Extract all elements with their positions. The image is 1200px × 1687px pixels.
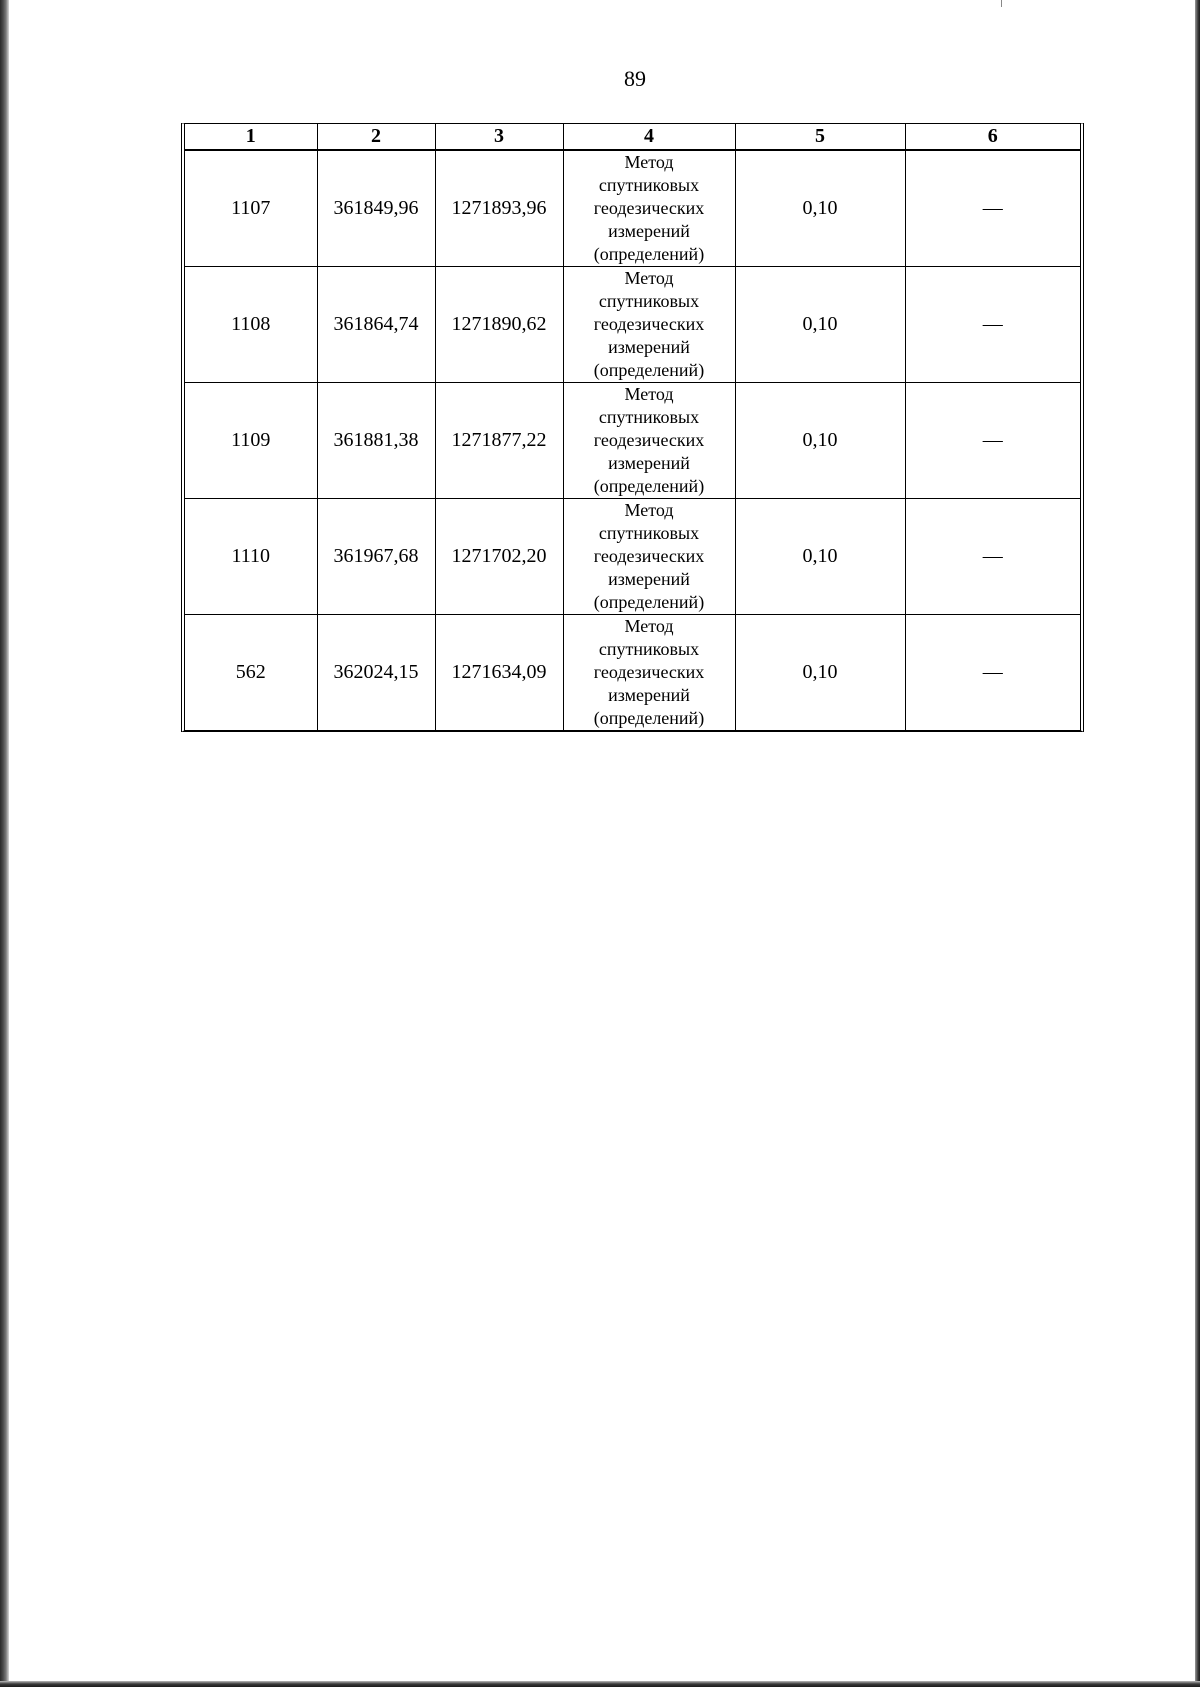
x-coordinate-cell: 361967,68 xyxy=(317,499,435,615)
method-line: измерений xyxy=(608,337,690,357)
table-row xyxy=(185,150,1080,267)
method-cell xyxy=(563,383,735,499)
method-line: измерений xyxy=(608,453,690,473)
method-line: Метод xyxy=(624,268,674,288)
method-line: Метод xyxy=(624,384,674,404)
accuracy-cell: 0,10 xyxy=(735,615,905,731)
method-line: спутниковых xyxy=(598,407,700,427)
method-line: спутниковых xyxy=(598,639,700,659)
x-coordinate-cell: 361849,96 xyxy=(317,150,435,267)
method-line: геодезических xyxy=(593,662,705,682)
x-coordinate-cell: 361881,38 xyxy=(317,383,435,499)
point-number-cell: 1108 xyxy=(185,267,317,383)
column-header-3: 3 xyxy=(435,124,563,150)
accuracy-cell: 0,10 xyxy=(735,267,905,383)
method-line: геодезических xyxy=(593,314,705,334)
method-line: геодезических xyxy=(593,430,705,450)
method-cell xyxy=(563,267,735,383)
scan-edge-left xyxy=(0,0,9,1687)
table-header-row xyxy=(185,124,1080,150)
dash-value: — xyxy=(982,545,1003,567)
table-row xyxy=(185,383,1080,499)
accuracy-cell: 0,10 xyxy=(735,499,905,615)
coordinates-table-frame xyxy=(181,123,1084,732)
point-number-cell: 1107 xyxy=(185,150,317,267)
method-line: измерений xyxy=(608,685,690,705)
note-cell xyxy=(905,615,1080,731)
point-number-cell: 1110 xyxy=(185,499,317,615)
method-line: геодезических xyxy=(593,198,705,218)
method-cell xyxy=(563,615,735,731)
dash-value: — xyxy=(982,197,1003,219)
method-line: измерений xyxy=(608,221,690,241)
y-coordinate-cell: 1271893,96 xyxy=(435,150,563,267)
column-header-6: 6 xyxy=(905,124,1080,150)
note-cell xyxy=(905,499,1080,615)
note-cell xyxy=(905,150,1080,267)
point-number-cell: 1109 xyxy=(185,383,317,499)
method-line: геодезических xyxy=(593,546,705,566)
scan-edge-right xyxy=(1195,0,1200,1687)
method-cell xyxy=(563,499,735,615)
method-line: спутниковых xyxy=(598,291,700,311)
method-line: Метод xyxy=(624,616,674,636)
method-line: (определений) xyxy=(593,244,705,264)
dash-value: — xyxy=(982,429,1003,451)
table-row xyxy=(185,499,1080,615)
x-coordinate-cell: 362024,15 xyxy=(317,615,435,731)
accuracy-cell: 0,10 xyxy=(735,383,905,499)
method-line: спутниковых xyxy=(598,175,700,195)
method-line: измерений xyxy=(608,569,690,589)
method-line: Метод xyxy=(624,500,674,520)
column-header-1: 1 xyxy=(185,124,317,150)
method-line: (определений) xyxy=(593,360,705,380)
page-number: 89 xyxy=(624,66,646,91)
method-line: (определений) xyxy=(593,708,705,728)
accuracy-cell: 0,10 xyxy=(735,150,905,267)
table-row xyxy=(185,615,1080,731)
column-header-4: 4 xyxy=(563,124,735,150)
dash-value: — xyxy=(982,661,1003,683)
method-line: (определений) xyxy=(593,476,705,496)
coordinates-table xyxy=(185,124,1080,730)
y-coordinate-cell: 1271634,09 xyxy=(435,615,563,731)
dash-value: — xyxy=(982,313,1003,335)
scan-edge-bottom xyxy=(0,1681,1200,1687)
method-line: спутниковых xyxy=(598,523,700,543)
column-header-5: 5 xyxy=(735,124,905,150)
method-line: (определений) xyxy=(593,592,705,612)
scan-tick-mark xyxy=(1001,0,1002,7)
point-number-cell: 562 xyxy=(185,615,317,731)
column-header-2: 2 xyxy=(317,124,435,150)
note-cell xyxy=(905,383,1080,499)
method-line: Метод xyxy=(624,152,674,172)
x-coordinate-cell: 361864,74 xyxy=(317,267,435,383)
y-coordinate-cell: 1271877,22 xyxy=(435,383,563,499)
table-row xyxy=(185,267,1080,383)
note-cell xyxy=(905,267,1080,383)
y-coordinate-cell: 1271890,62 xyxy=(435,267,563,383)
method-cell xyxy=(563,150,735,267)
y-coordinate-cell: 1271702,20 xyxy=(435,499,563,615)
